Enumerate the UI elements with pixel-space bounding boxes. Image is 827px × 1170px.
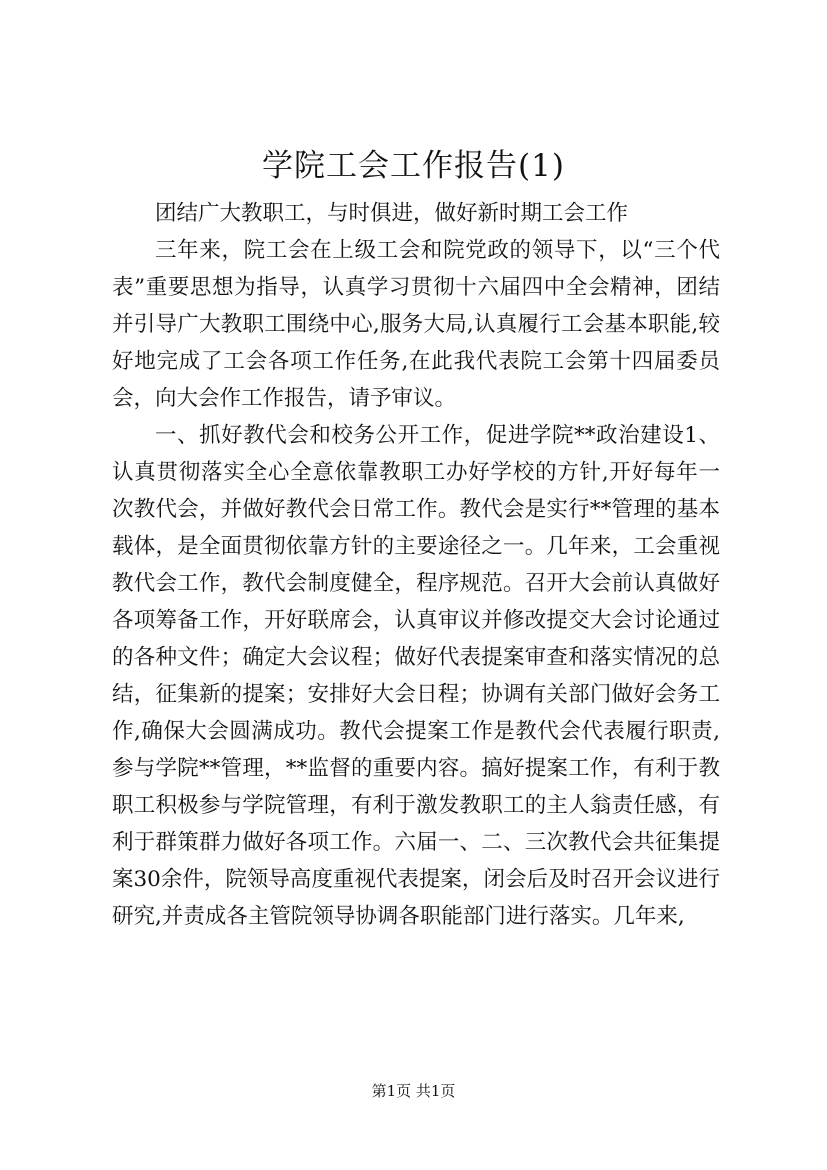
paragraph-intro: 三年来，院工会在上级工会和院党政的领导下，以“三个代表”重要思想为指导，认真学习贯彻十六届四中全会精神，团结并引导广大教职工围绕中心,服务大局,认真履行工会基本职能,较好地完成了工会各项工作任务,在此我代表院工会第十四届委员会，向大会作工作报告，请予审议。 (112, 238, 720, 411)
document-title: 学院工会工作报告(1) (262, 148, 565, 184)
paragraph-section-one: 一、抓好教代会和校务公开工作，促进学院**政治建设1、认真贯彻落实全心全意依靠教职工办好学校的方针,开好每年一次教代会，并做好教代会日常工作。教代会是实行**管理的基本载体，是全面贯彻依靠方针的主要途径之一。几年来，工会重视教代会工作，教代会制度健全，程序规范。召开大会前认真做好各项筹备工作，开好联席会，认真审议并修改提交大会讨论通过的各种文件；确定大会议程；做好代表提案审查和落实情况的总结，征集新的提案；安排好大会日程；协调有关部门做好会务工作,确保大会圆满成功。教代会提案工作是教代会代表履行职责,参与学院**管理，**监督的重要内容。搞好提案工作，有利于教职工积极参与学院管理，有利于激发教职工的主人翁责任感，有利于群策群力做好各项工作。六届一、二、三次教代会共征集提案30余件，院领导高度重视代表提案，闭会后及时召开会议进行研究,并责成各主管院领导协调各职能部门进行落实。几年来, (112, 423, 720, 929)
paragraph-subtitle: 团结广大教职工，与时俱进，做好新时期工会工作 (155, 201, 629, 226)
page-footer: 第1页 共1页 (371, 1082, 456, 1100)
document-body (112, 195, 720, 935)
